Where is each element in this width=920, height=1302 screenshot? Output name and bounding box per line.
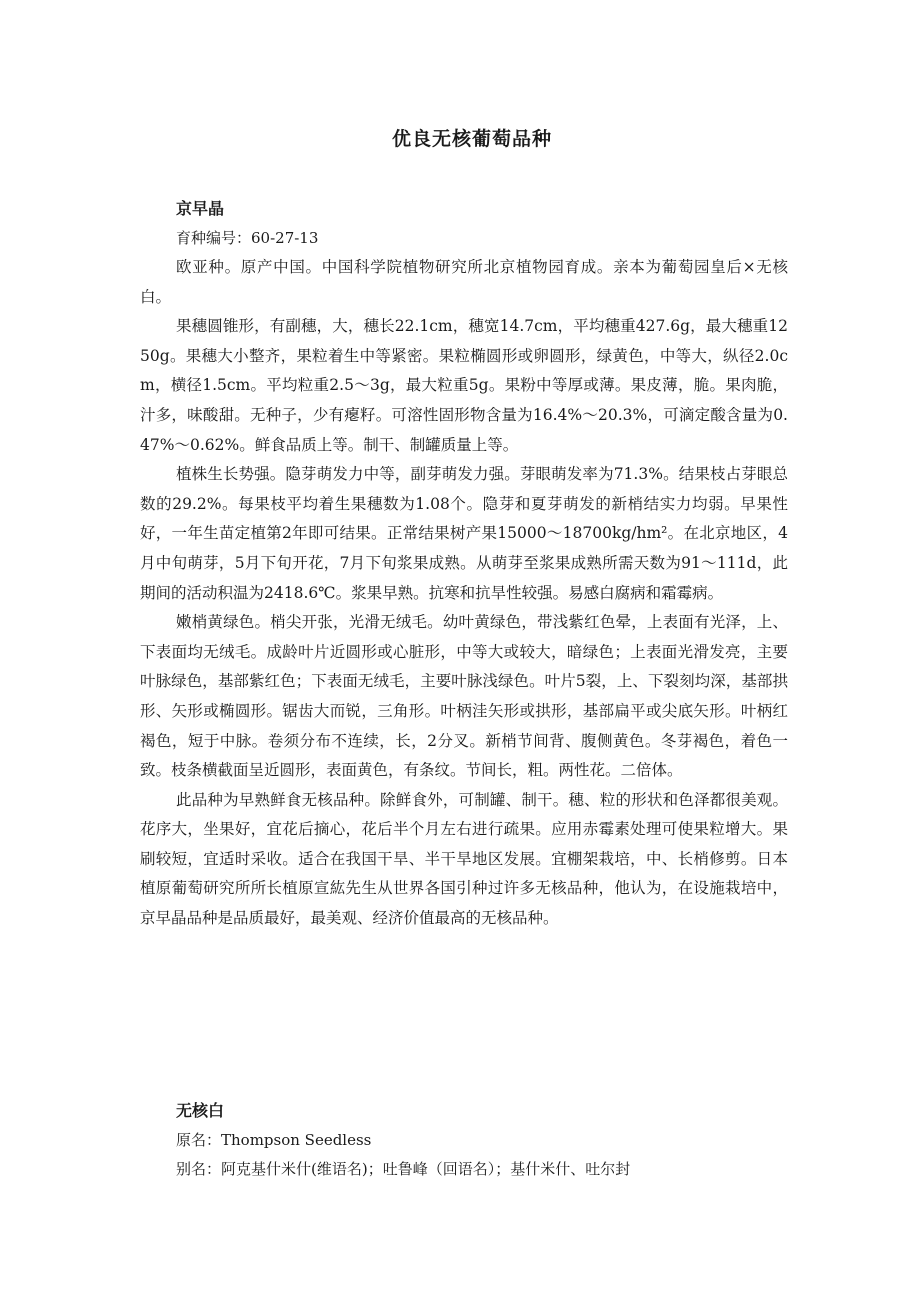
paragraph-fruit: 果穗圆锥形，有副穗，大，穗长22.1cm，穗宽14.7cm，平均穗重427.6g，最大穗重1250g。果穗大小整齐，果粒着生中等紧密。果粒椭圆形或卵圆形，绿黄色，中等大，纵径2.0cm，横径1.5cm。平均粒重2.5～3g，最大粒重5g。果粉中等厚或薄。果皮薄，脆。果肉脆，汁多，味酸甜。无种子，少有瘪籽。可溶性固形物含量为16.4%～20.3%，可滴定酸含量为0.47%～0.62%。鲜食品质上等。制干、制罐质量上等。 [140, 317, 788, 454]
paragraph-growth: 植株生长势强。隐芽萌发力中等，副芽萌发力强。芽眼萌发率为71.3%。结果枝占芽眼总数的29.2%。每果枝平均着生果穗数为1.08个。隐芽和夏芽萌发的新梢结实力均弱。早果性好，一年生苗定植第2年即可结果。正常结果树产果15000～18700kg/hm²。在北京地区，4月中旬萌芽，5月下旬开花，7月下旬浆果成熟。从萌芽至浆果成熟所需天数为91～111d，此期间的活动积温为2418.6℃。浆果早熟。抗寒和抗旱性较强。易感白腐病和霜霉病。 [140, 465, 788, 602]
paragraph-origin: 欧亚种。原产中国。中国科学院植物研究所北京植物园育成。亲本为葡萄园皇后×无核白。 [140, 258, 788, 306]
variety-heading: 京早晶 [176, 199, 225, 218]
paragraph-summary: 此品种为早熟鲜食无核品种。除鲜食外，可制罐、制干。穗、粒的形状和色泽都很美观。花序大，坐果好，宜花后摘心，花后半个月左右进行疏果。应用赤霉素处理可使果粒增大。果刷较短，宜适时采收。适合在我国干旱、半干旱地区发展。宜棚架栽培，中、长梢修剪。日本植原葡萄研究所所长植原宣紘先生从世界各国引种过许多无核品种，他认为，在设施栽培中，京早晶品种是品质最好，最美观、经济价值最高的无核品种。 [140, 790, 788, 928]
variety-section-jingzaojing [140, 194, 788, 934]
variety-section-wuhebai [140, 1096, 788, 1184]
original-name: 原名：Thompson Seedless [176, 1131, 372, 1149]
alias-names: 别名：阿克基什米什(维语名)；吐鲁峰（回语名）；基什米什、吐尔封 [176, 1160, 631, 1178]
variety-heading: 无核白 [176, 1101, 225, 1120]
document-title: 优良无核葡萄品种 [391, 128, 552, 150]
breeding-number: 育种编号：60-27-13 [176, 229, 319, 247]
paragraph-morphology: 嫩梢黄绿色。梢尖开张，光滑无绒毛。幼叶黄绿色，带浅紫红色晕，上表面有光泽，上、下表面均无绒毛。成龄叶片近圆形或心脏形，中等大或较大，暗绿色；上表面光滑发亮，主要叶脉绿色，基部紫红色；下表面无绒毛，主要叶脉浅绿色。叶片5裂，上、下裂刻均深，基部拱形、矢形或椭圆形。锯齿大而锐，三角形。叶柄洼矢形或拱形，基部扁平或尖底矢形。叶柄红褐色，短于中脉。卷须分布不连续，长，2分叉。新梢节间背、腹侧黄色。冬芽褐色，着色一致。枝条横截面呈近圆形，表面黄色，有条纹。节间长，粗。两性花。二倍体。 [140, 613, 788, 780]
